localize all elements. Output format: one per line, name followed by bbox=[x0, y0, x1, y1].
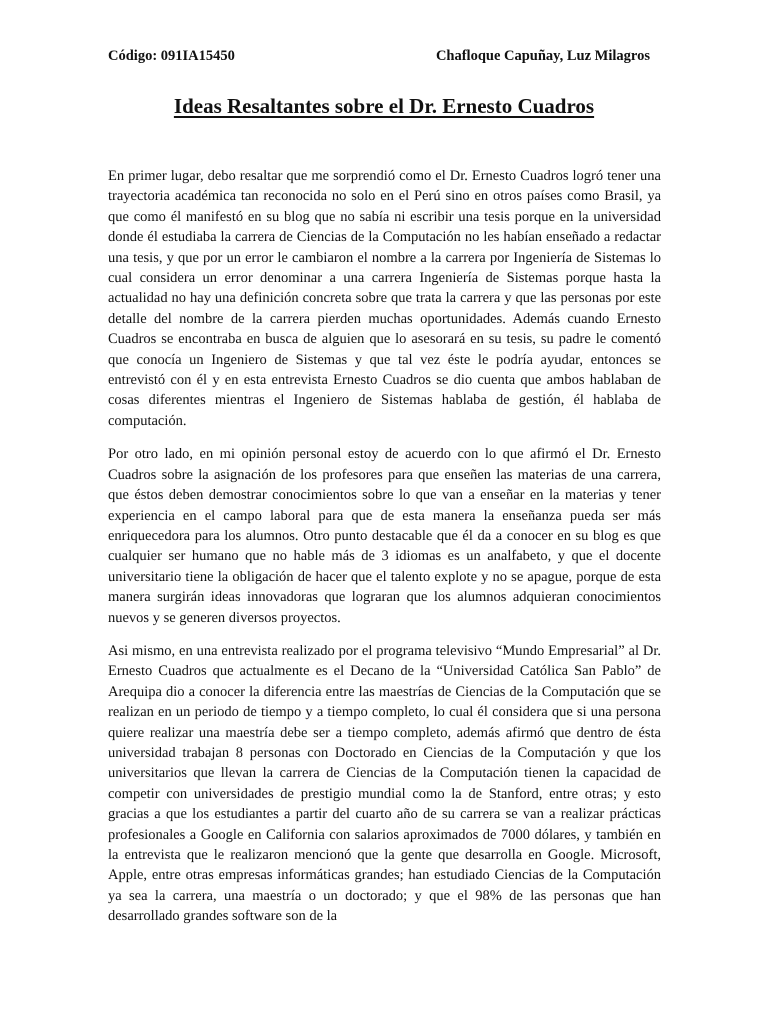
title-text: Ideas Resaltantes sobre el Dr. Ernesto Cuadros bbox=[173, 94, 595, 118]
document-header bbox=[108, 47, 650, 65]
document-title bbox=[0, 93, 768, 119]
document-body bbox=[108, 166, 661, 940]
student-code: Código: 091IA15450 bbox=[108, 48, 235, 64]
author-name: Chafloque Capuñay, Luz Milagros bbox=[435, 48, 650, 64]
paragraph: Asi mismo, en una entrevista realizado por el programa televisivo “Mundo Empresarial” al Dr. Ernesto Cuadros que actualmente es el Decano de la “Universidad Católica San Pablo” de Arequipa dio a conocer la diferencia entre las maestrías de Ciencias de la Computación que se realizan en un periodo de tiempo y a tiempo completo, lo cual él considera que si una persona quiere realizar una maestría debe ser a tiempo completo, además afirmó que dentro de ésta universidad trabajan 8 personas con Doctorado en Ciencias de la Computación y que los universitarios que llevan la carrera de Ciencias de la Computación tienen la capacidad de competir con universidades de prestigio mundial como la de Stanford, entre otras; y esto gracias a que los estudiantes a partir del cuarto año de su carrera se van a realizar prácticas profesionales a Google en California con salarios aproximados de 7000 dólares, y también en la entrevista que le realizaron mencionó que la gente que desarrolla en Google. Microsoft, Apple, entre otras empresas informáticas grandes; han estudiado Ciencias de la Computación ya sea la carrera, una maestría o un doctorado; y que el 98% de las personas que han desarrollado grandes software son de la bbox=[108, 642, 661, 925]
paragraph: En primer lugar, debo resaltar que me sorprendió como el Dr. Ernesto Cuadros logró tener una trayectoria académica tan reconocida no solo en el Perú sino en otros países como Brasil, ya que como él manifestó en su blog que no sabía ni escribir una tesis porque en la universidad donde él estudiaba la carrera de Ciencias de la Computación no les habían enseñado a redactar una tesis, y que por un error le cambiaron el nombre a la carrera por Ingeniería de Sistemas lo cual considera un error denominar a una carrera Ingeniería de Sistemas porque hasta la actualidad no hay una definición concreta sobre que trata la carrera y que las personas por este detalle del nombre de la carrera pierden muchas oportunidades. Además cuando Ernesto Cuadros se encontraba en busca de alguien que lo asesorará en su tesis, su padre le comentó que conocía un Ingeniero de Sistemas y que tal vez éste le podría ayudar, entonces se entrevistó con él y en esta entrevista Ernesto Cuadros se dio cuenta que ambos hablaban de cosas diferentes mientras el Ingeniero de Sistemas hablaba de gestión, él hablaba de computación. bbox=[108, 168, 661, 429]
paragraph: Por otro lado, en mi opinión personal estoy de acuerdo con lo que afirmó el Dr. Ernesto Cuadros sobre la asignación de los profesores para que enseñen las materias de una carrera, que éstos deben demostrar conocimientos sobre lo que van a enseñar en la materias y tener experiencia en el campo laboral para que de esta manera la enseñanza pueda ser más enriquecedora para los alumnos. Otro punto destacable que él da a conocer en su blog es que cualquier ser humano que no hable más de 3 idiomas es un analfabeto, y que el docente universitario tiene la obligación de hacer que el talento explote y no se apague, porque de esta manera surgirán ideas innovadoras que lograran que los alumnos adquieran conocimientos nuevos y se generen diversos proyectos. bbox=[108, 446, 661, 626]
